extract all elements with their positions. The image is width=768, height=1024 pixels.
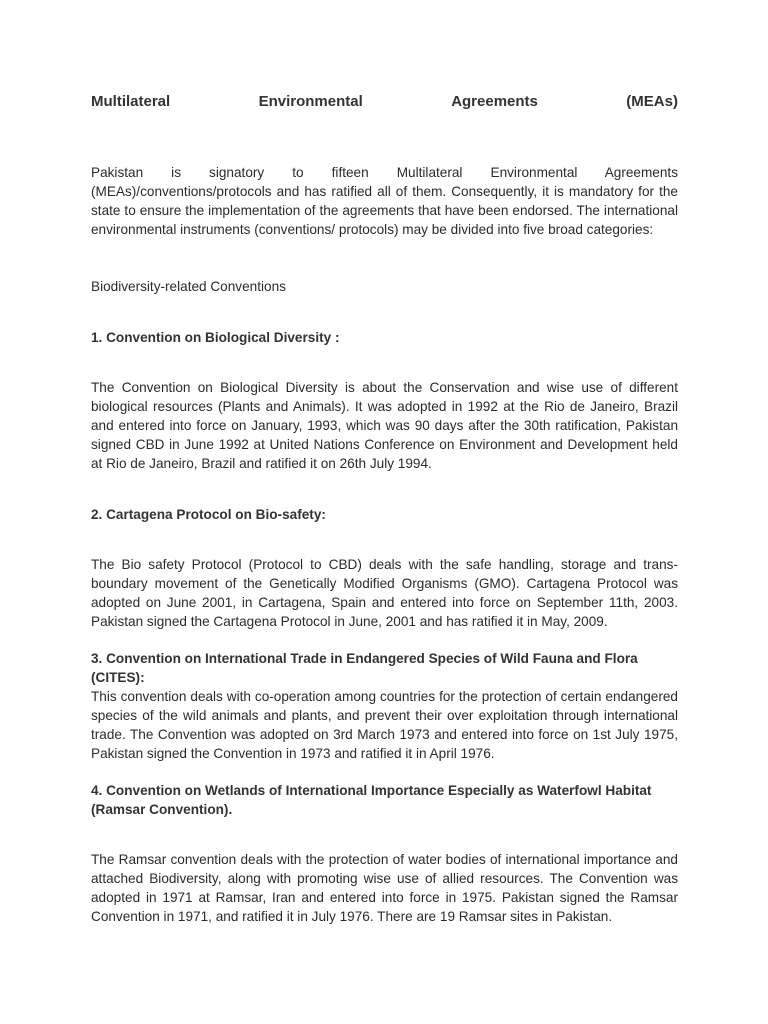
- section-body: The Ramsar convention deals with the protection of water bodies of international importance and attached Biodiversity, along with promoting wise use of allied resources. The Convention was adopted in 1971 at Ramsar, Iran and entered into force in 1975. Pakistan signed the Ramsar Convention in 1971, and ratified it in July 1976. There are 19 Ramsar sites in Pakistan.: [91, 852, 678, 924]
- section-body: This convention deals with co-operation among countries for the protection of certain endangered species of the wild animals and plants, and prevent their over exploitation through international trade. The Convention was adopted on 3rd March 1973 and entered into force on 1st July 1975, Pakistan signed the Convention in 1973 and ratified it in April 1976.: [91, 689, 678, 761]
- title-word: Agreements: [451, 93, 538, 110]
- intro-paragraph: Pakistan is signatory to fifteen Multilateral Environmental Agreements (MEAs)/conventions/protocols and has ratified all of them. Consequently, it is mandatory for the state to ensure the implementation of the agreements that have been endorsed. The international environmental instruments (conventions/ protocols) may be divided into five broad categories:: [91, 165, 678, 237]
- section-heading: 2. Cartagena Protocol on Bio-safety:: [91, 507, 326, 522]
- category-label: Biodiversity-related Conventions: [91, 279, 286, 294]
- title-word: Multilateral: [91, 93, 171, 110]
- document-title: [91, 93, 678, 110]
- section-heading: 3. Convention on International Trade in Endangered Species of Wild Fauna and Flora (CITES):: [91, 651, 638, 685]
- section-heading: 1. Convention on Biological Diversity :: [91, 330, 340, 345]
- section-heading: 4. Convention on Wetlands of International Importance Especially as Waterfowl Habitat (Ramsar Convention).: [91, 783, 652, 817]
- title-word: (MEAs): [626, 93, 678, 110]
- title-word: Environmental: [258, 93, 363, 110]
- section-body: The Convention on Biological Diversity is about the Conservation and wise use of different biological resources (Plants and Animals). It was adopted in 1992 at the Rio de Janeiro, Brazil and entered into force on January, 1993, which was 90 days after the 30th ratification, Pakistan signed CBD in June 1992 at United Nations Conference on Environment and Development held at Rio de Janeiro, Brazil and ratified it on 26th July 1994.: [91, 380, 678, 471]
- section-body: The Bio safety Protocol (Protocol to CBD) deals with the safe handling, storage and trans-boundary movement of the Genetically Modified Organisms (GMO). Cartagena Protocol was adopted on June 2001, in Cartagena, Spain and entered into force on September 11th, 2003. Pakistan signed the Cartagena Protocol in June, 2001 and has ratified it in May, 2009.: [91, 557, 678, 629]
